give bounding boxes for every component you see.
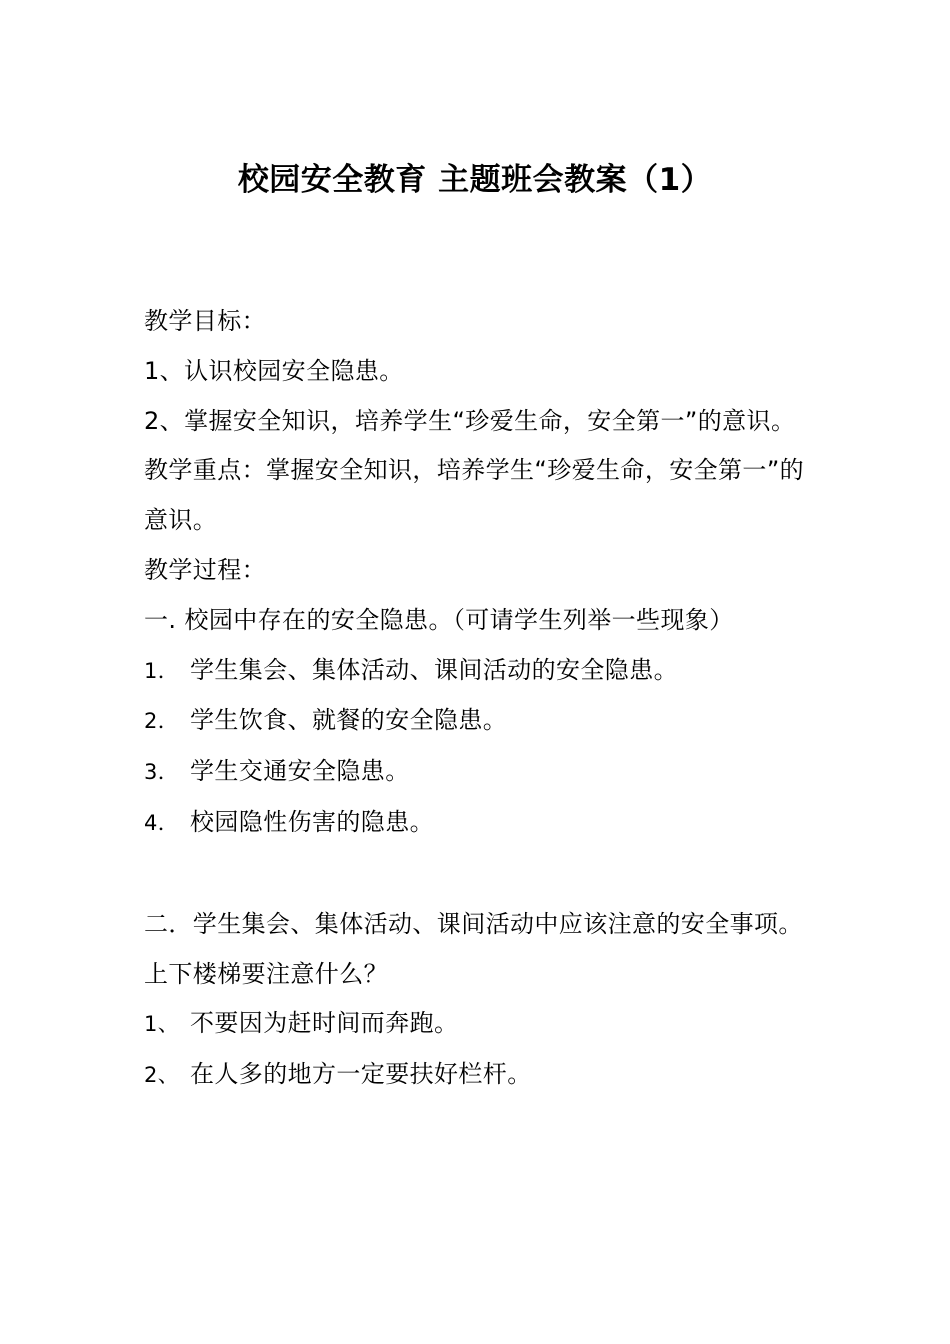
list-item <box>144 696 814 747</box>
objective-item <box>144 347 814 397</box>
list-item-number: 1、 <box>144 1012 180 1037</box>
list-item <box>144 646 814 697</box>
list-item <box>144 747 814 798</box>
list-item-number: 3． <box>144 760 180 785</box>
document-title: 校园安全教育 主题班会教案（1） <box>237 162 713 198</box>
list-item-number: 2． <box>144 709 180 734</box>
objective-number: 1、 <box>144 356 185 385</box>
objective-item <box>144 397 814 447</box>
list-item-text: 学生集会、集体活动、课间活动的安全隐患。 <box>190 655 678 684</box>
list-item-text: 校园隐性伤害的隐患。 <box>190 807 434 836</box>
section-one-heading: 一. 校园中存在的安全隐患。（可请学生列举一些现象） <box>144 605 734 634</box>
paragraph-spacer <box>144 849 814 900</box>
list-item-text: 在人多的地方一定要扶好栏杆。 <box>190 1060 532 1089</box>
process-heading: 教学过程： <box>144 555 266 584</box>
section-two-heading: 二．学生集会、集体活动、课间活动中应该注意的安全事项。 <box>144 909 803 938</box>
key-point-paragraph: 教学重点：掌握安全知识，培养学生“珍爱生命，安全第一”的意识。 <box>144 456 805 535</box>
list-item-number: 2、 <box>144 1063 180 1088</box>
list-item <box>144 1050 814 1101</box>
list-item-number: 4． <box>144 810 180 835</box>
objective-number: 2、 <box>144 406 185 435</box>
list-item <box>144 999 814 1050</box>
section-two-question: 上下楼梯要注意什么？ <box>144 959 388 988</box>
objective-text: 认识校园安全隐患。 <box>184 356 404 385</box>
document-body <box>144 297 814 1101</box>
objectives-heading: 教学目标： <box>144 307 266 335</box>
list-item-text: 学生交通安全隐患。 <box>190 757 410 786</box>
list-item-text: 不要因为赶时间而奔跑。 <box>190 1009 459 1038</box>
list-item-number: 1． <box>144 658 180 683</box>
objective-text: 掌握安全知识，培养学生“珍爱生命，安全第一”的意识。 <box>184 406 796 435</box>
list-item <box>144 798 814 849</box>
list-item-text: 学生饮食、就餐的安全隐患。 <box>190 706 508 735</box>
